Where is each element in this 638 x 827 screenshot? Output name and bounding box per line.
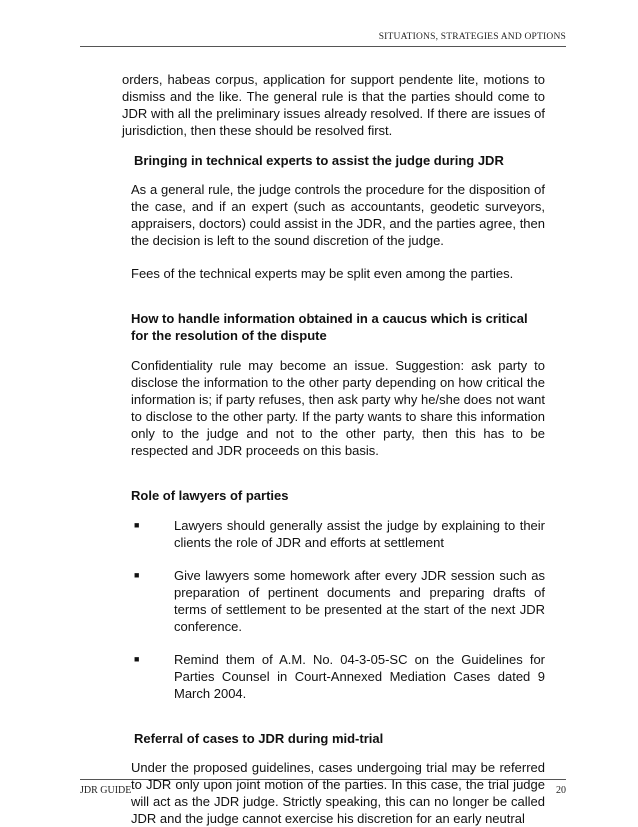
list-item: [131, 567, 545, 635]
list-item-text: Remind them of A.M. No. 04-3-05-SC on the Guidelines for Parties Counsel in Court-Annexed Mediation Cases dated 9 March 2004.: [174, 652, 545, 701]
page-body: [122, 71, 545, 827]
paragraph-confidentiality: Confidentiality rule may become an issue. Suggestion: ask party to disclose the information to the other party depending on how critical the information is; if party refuses, then ask party why he/she does not want to disclose to the other party. If the party wants to share this information only to the judge and not to the other party, then this has to be respected and JDR proceeds on this basis.: [131, 358, 545, 458]
square-bullet-icon: ■: [134, 654, 140, 664]
section-heading-technical-experts: Bringing in technical experts to assist the judge during JDR: [134, 153, 504, 168]
list-item: [131, 517, 545, 551]
list-item-text: Give lawyers some homework after every JDR session such as preparation of pertinent documents and preparing drafts of terms of settlement to be presented at the start of the next JDR conference.: [174, 568, 545, 634]
list-item-text: Lawyers should generally assist the judge by explaining to their clients the role of JDR and efforts at settlement: [174, 518, 545, 550]
list-item: [131, 651, 545, 702]
section-heading-role-of-lawyers: Role of lawyers of parties: [131, 488, 289, 503]
section-heading-mid-trial-referral: Referral of cases to JDR during mid-trial: [134, 731, 384, 746]
page-number: 20: [556, 785, 566, 796]
square-bullet-icon: ■: [134, 520, 140, 530]
intro-paragraph: orders, habeas corpus, application for support pendente lite, motions to dismiss and the like. The general rule is that the parties should come to JDR with all the preliminary issues already resolved. If there are issues of jurisdiction, then these should be resolved first.: [122, 72, 545, 138]
paragraph-experts-fees: Fees of the technical experts may be split even among the parties.: [131, 266, 514, 281]
paragraph-experts-general-rule: As a general rule, the judge controls the procedure for the disposition of the case, and if an expert (such as accountants, geodetic surveyors, appraisers, doctors) could assist in the JDR, and the parties agree, then the decision is left to the sound discretion of the judge.: [131, 182, 545, 248]
square-bullet-icon: ■: [134, 570, 140, 580]
running-title: SITUATIONS, STRATEGIES AND OPTIONS: [378, 32, 566, 42]
paragraph-mid-trial: Under the proposed guidelines, cases undergoing trial may be referred to JDR only upon joint motion of the parties. In this case, the trial judge will act as the JDR judge. Strictly speaking, this can no longer be called JDR and the judge cannot exercise his discretion for an early neutral: [131, 760, 545, 826]
footer-label: JDR GUIDE: [80, 785, 132, 796]
page-footer: [80, 779, 566, 796]
section-heading-caucus-information: How to handle information obtained in a caucus which is critical for the resolution of the dispute: [131, 311, 528, 343]
lawyers-bullet-list: [131, 517, 545, 702]
running-header: [80, 32, 566, 47]
